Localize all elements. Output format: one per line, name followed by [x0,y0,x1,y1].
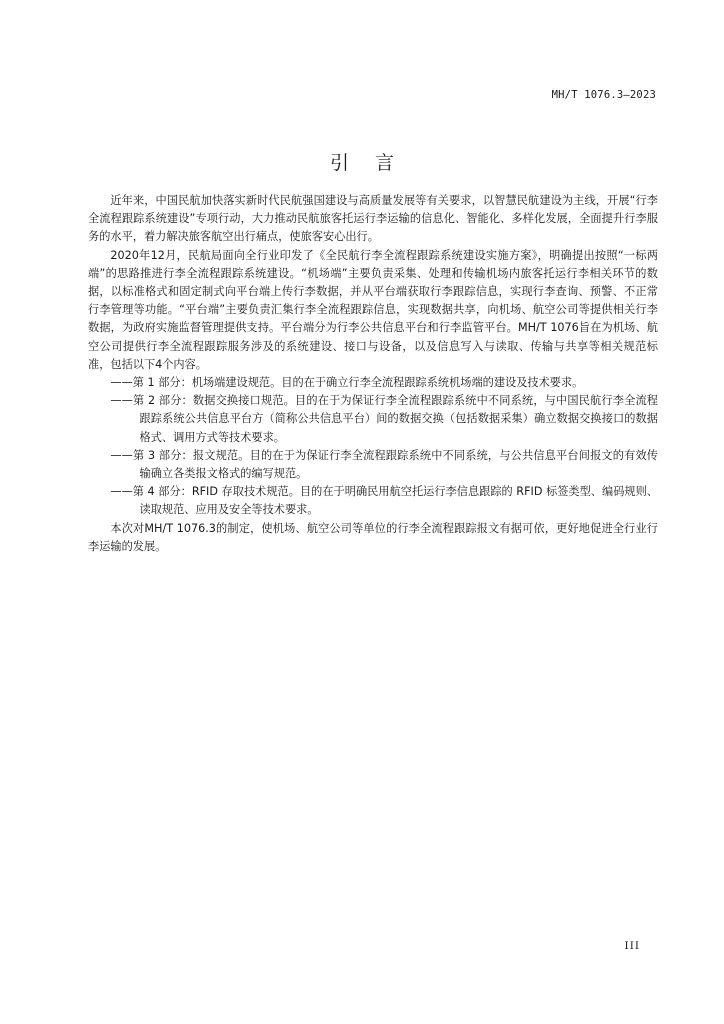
list-item-part-3: ——第 3 部分：报文规范。目的在于为保证行李全流程跟踪系统中不同系统，与公共信息平台间报文的有效传输确立各类报文格式的编写规范。 [110,448,658,481]
list-item-part-2: ——第 2 部分：数据交换接口规范。目的在于为保证行李全流程跟踪系统中不同系统，与中国民航行李全流程跟踪系统公共信息平台方（简称公共信息平台）间的数据交换（包括数据采集）确立数据交换接口的数据格式、调用方式等技术要求。 [110,394,658,444]
page-title: 引言 [329,152,420,174]
standard-code: MH/T 1076.3—2023 [551,89,656,101]
list-item-part-4: ——第 4 部分：RFID 存取技术规范。目的在于明确民用航空托运行李信息跟踪的 RFID 标签类型、编码规则、读取规范、应用及安全等技术要求。 [110,485,658,517]
list-item-part-1: ——第 1 部分：机场端建设规范。目的在于确立行李全流程跟踪系统机场端的建设及技术要求。 [110,376,584,390]
paragraph-closing: 本次对MH/T 1076.3的制定，使机场、航空公司等单位的行李全流程跟踪报文有据可依，更好地促进全行业行李运输的发展。 [88,521,658,553]
paragraph-background: 近年来，中国民航加快落实新时代民航强国建设与高质量发展等有关要求，以智慧民航建设为主线，开展“行李全流程跟踪系统建设”专项行动，大力推动民航旅客托运行李运输的信息化、智能化、多样化发展，全面提升行李服务的水平，着力解决旅客航空出行痛点，使旅客安心出行。 [88,194,658,244]
introduction-body [88,192,658,556]
paragraph-plan: 2020年12月，民航局面向全行业印发了《全民航行李全流程跟踪系统建设实施方案》，明确提出按照“一标两端”的思路推进行李全流程跟踪系统建设。“机场端”主要负责采集、处理和传输机场内旅客托运行李相关环节的数据，以标准格式和固定制式向平台端上传行李数据，并从平台端获取行李跟踪信息，实现行李查询、预警、不正常行李管理等功能。“平台端”主要负责汇集行李全流程跟踪信息，实现数据共享，向机场、航空公司等提供相关行李数据，为政府实施监督管理提供支持。平台端分为行李公共信息平台和行李监管平台。MH/T 1076旨在为机场、航空公司提供行李全流程跟踪服务涉及的系统建设、接口与设备，以及信息写入与读取、传输与共享等相关规范标准，包括以下4个内容。 [88,248,658,371]
page-number: III [624,940,640,952]
